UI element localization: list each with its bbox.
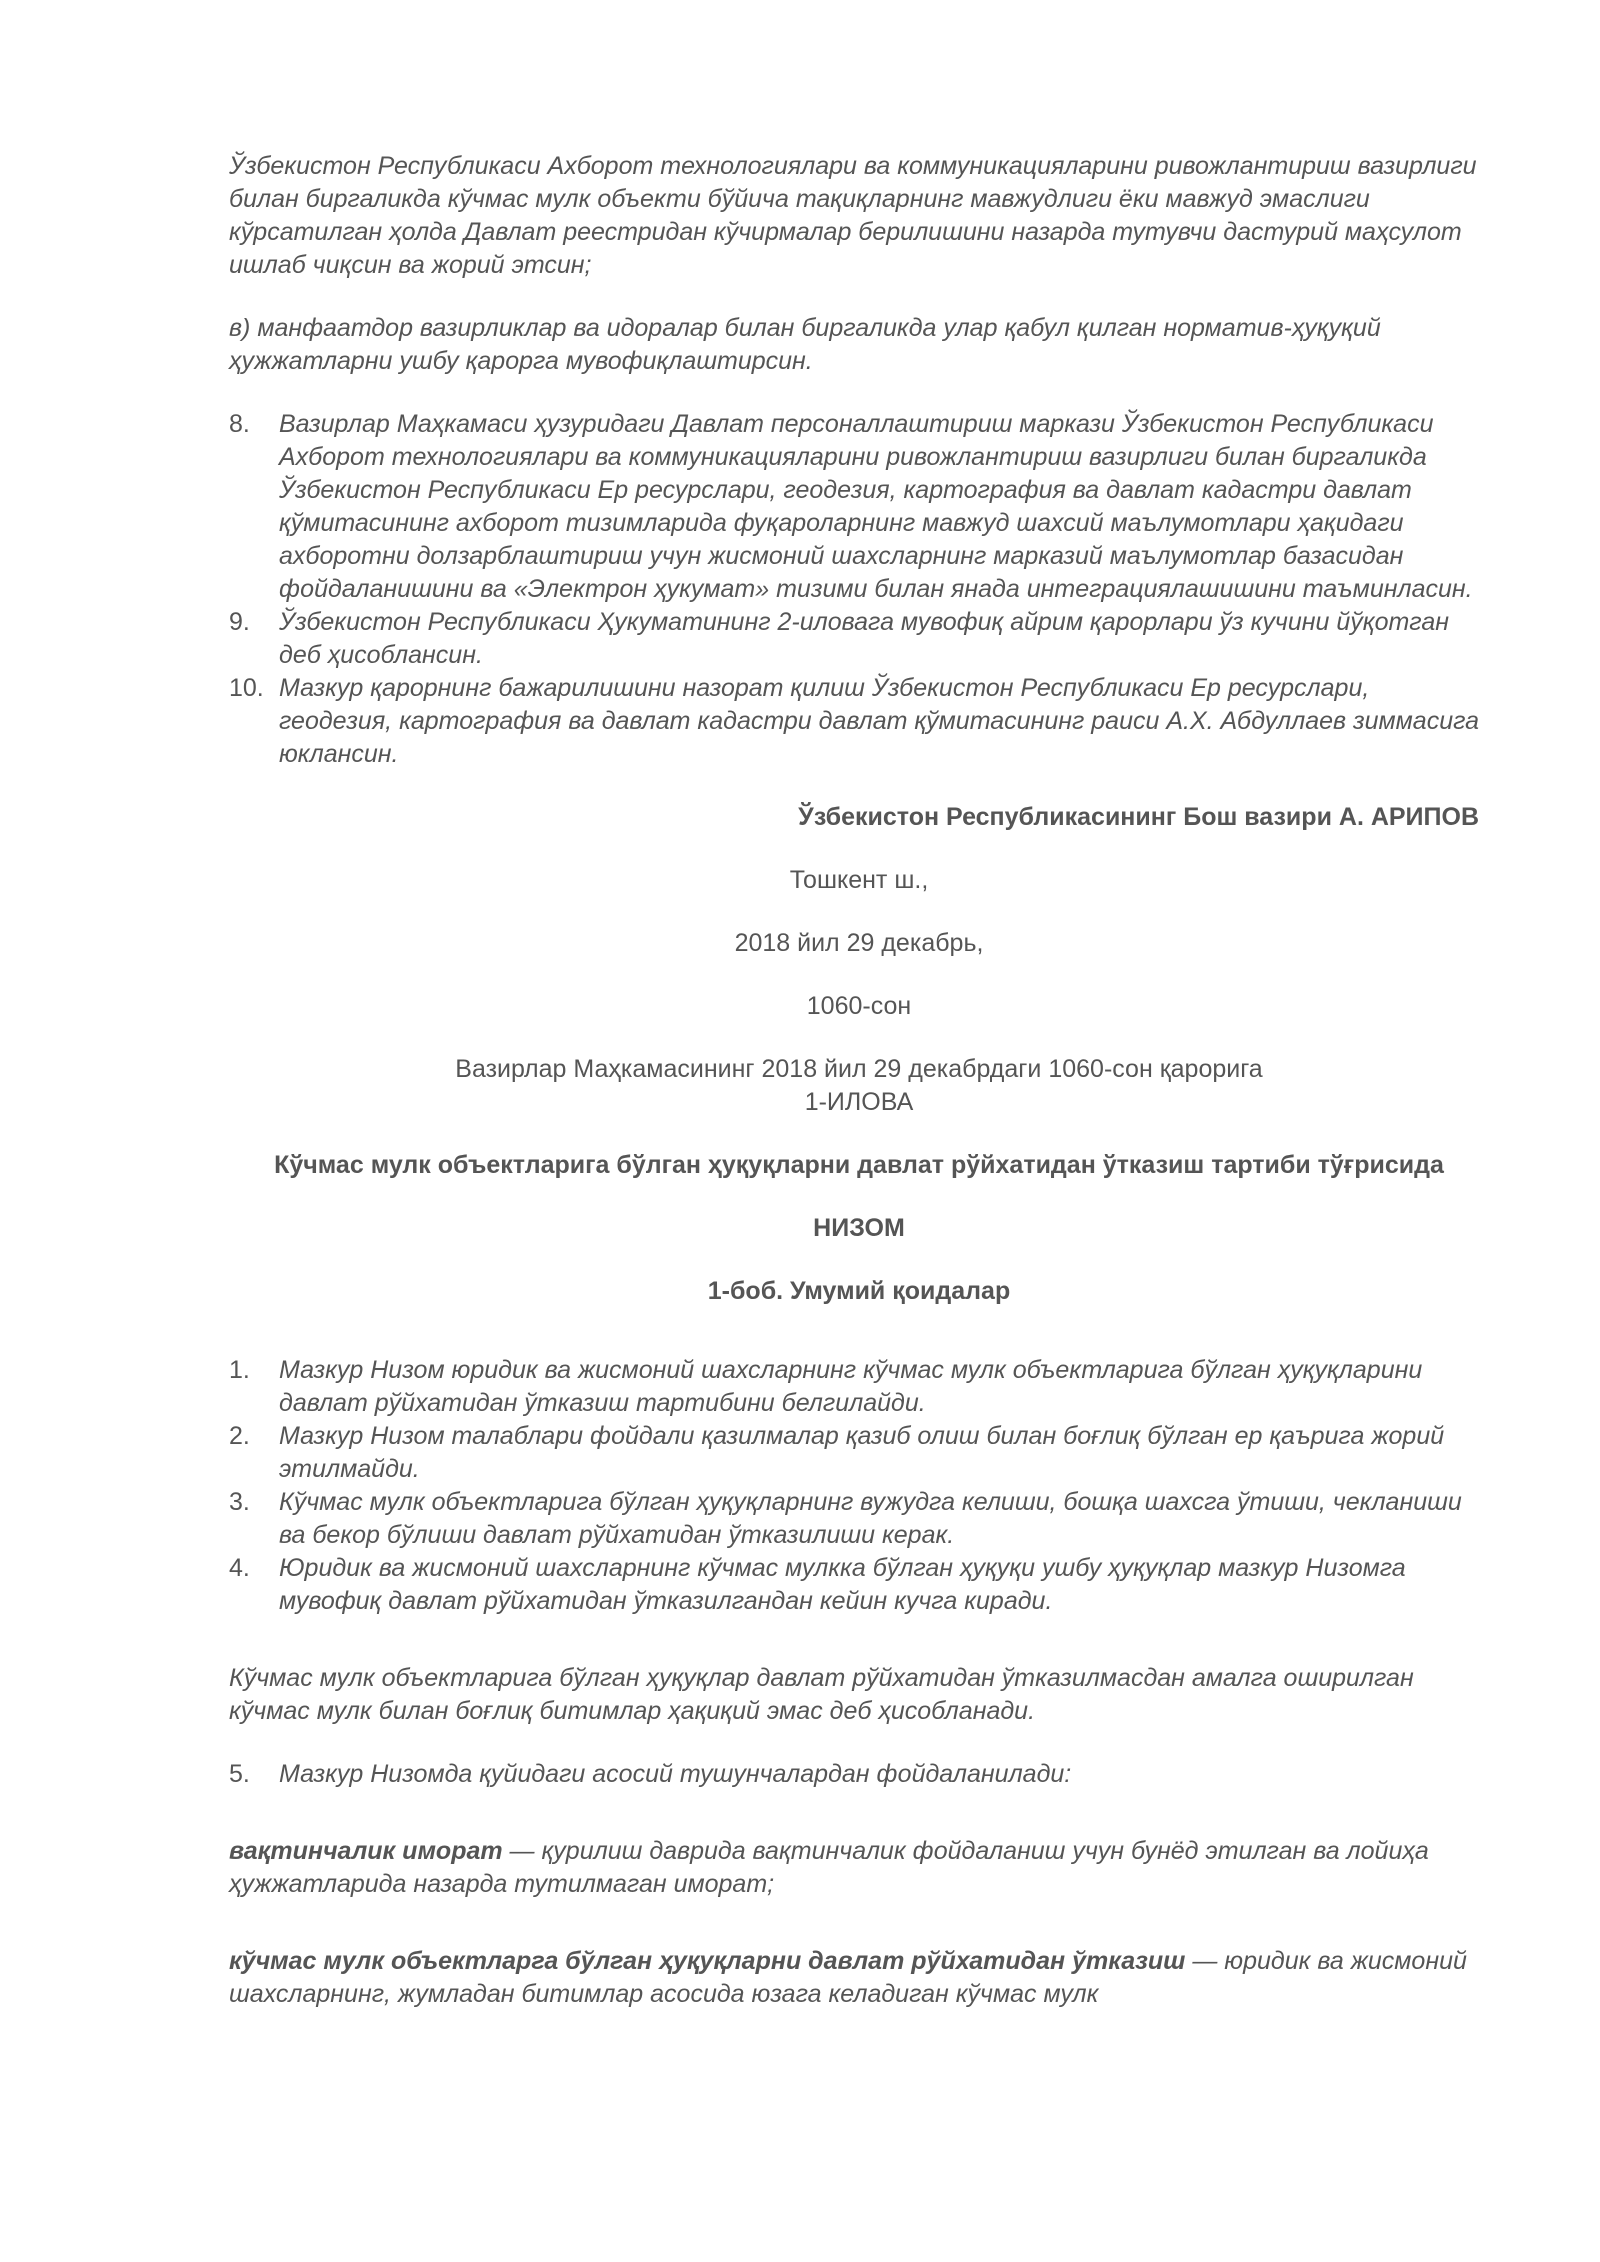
numbered-list-final-provisions — [229, 408, 1489, 771]
list-item-number: 1. — [229, 1356, 250, 1384]
list-item-text: Мазкур Низом талаблари фойдали қазилмалар қазиб олиш билан боғлиқ бўлган ер қаърига жорий этилмайди. — [279, 1422, 1445, 1483]
list-item-number: 5. — [229, 1760, 250, 1788]
definition-state-registration — [229, 1945, 1489, 2011]
definition-temporary-building — [229, 1835, 1489, 1901]
document-type: НИЗОМ — [813, 1214, 905, 1242]
list-item-number: 8. — [229, 410, 250, 438]
intro-paragraph: Ўзбекистон Республикаси Ахборот технологиялари ва коммуникацияларини ривожлантириш вазирлиги билан биргаликда кўчмас мулк объекти бўйича тақиқларнинг мавжудлиги ёки мавжуд эмаслиги кўрсатилган ҳолда Давлат реестридан кўчирмалар берилишини назарда тутувчи дастурий маҳсулот ишлаб чиқсин ва жорий этсин; — [229, 152, 1477, 279]
list-item-text: Юридик ва жисмоний шахсларнинг кўчмас мулкка бўлган ҳуқуқи ушбу ҳуқуқлар мазкур Низомга мувофиқ давлат рўйхатидан ўтказилгандан кейин кучга киради. — [279, 1554, 1406, 1615]
definition-text: — юридик ва жисмоний шахсларнинг, жумладан битимлар асосида юзага келадиган кўчмас мулк — [229, 1947, 1467, 2008]
document-page — [229, 150, 1489, 2011]
list-item — [229, 606, 1489, 672]
chapter-heading: 1-боб. Умумий қоидалар — [707, 1277, 1011, 1305]
place: Тошкент ш., — [789, 866, 929, 894]
list-item-text: Мазкур қарорнинг бажарилишини назорат қилиш Ўзбекистон Республикаси Ер ресурслари, геодезия, картография ва давлат кадастри давлат қўмитасининг раиси А.Х. Абдуллаев зиммасига юклансин. — [279, 674, 1480, 768]
list-item-number: 4. — [229, 1554, 250, 1582]
list-item — [229, 1420, 1489, 1486]
list-item — [229, 408, 1489, 606]
list-item-number: 10. — [229, 674, 264, 702]
list-item-text: Мазкур Низомда қуйидаги асосий тушунчалардан фойдаланилади: — [279, 1760, 1072, 1788]
list-item — [229, 1354, 1489, 1420]
list-item-text: Вазирлар Маҳкамаси ҳузуридаги Давлат персоналлаштириш маркази Ўзбекистон Республикаси Ахборот технологиялари ва коммуникацияларини ривожлантириш вазирлиги билан биргаликда Ўзбекистон Республикаси Ер ресурслари, геодезия, картография ва давлат кадастри давлат қўмитасининг ахборот тизимларида фуқароларнинг мавжуд шахсий маълумотлари ҳақидаги ахборотни долзарблаштириш учун жисмоний шахсларнинг марказий маълумотлар базасидан фойдаланишини ва «Электрон ҳукумат» тизими билан янада интеграциялашишини таъминласин. — [279, 410, 1473, 603]
list-item-text: Кўчмас мулк объектларига бўлган ҳуқуқларнинг вужудга келиши, бошқа шахсга ўтиши, чекланиши ва бекор бўлиши давлат рўйхатидан ўтказилиши керак. — [279, 1488, 1462, 1549]
list-item-number: 3. — [229, 1488, 250, 1516]
document-title: Кўчмас мулк объектларига бўлган ҳуқуқларни давлат рўйхатидан ўтказиш тартиби тўғрисида — [274, 1151, 1444, 1179]
list-item-number: 9. — [229, 608, 250, 636]
decree-number: 1060-сон — [806, 992, 912, 1020]
numbered-list-definitions — [229, 1758, 1489, 1791]
list-item-number: 2. — [229, 1422, 250, 1450]
definition-term: кўчмас мулк объектларга бўлган ҳуқуқларни давлат рўйхатидан ўтказиш — [229, 1947, 1186, 1975]
list-item — [229, 672, 1489, 771]
list-item — [229, 1486, 1489, 1552]
intro-paragraph-v: в) манфаатдор вазирликлар ва идоралар билан биргаликда улар қабул қилган норматив-ҳуқуқий ҳужжатларни ушбу қарорга мувофиқлаштирсин. — [229, 314, 1381, 375]
date: 2018 йил 29 декабрь, — [734, 929, 984, 957]
annex-reference: Вазирлар Маҳкамасининг 2018 йил 29 декабрдаги 1060-сон қарорига — [455, 1055, 1263, 1083]
list-item — [229, 1758, 1489, 1791]
signature: Ўзбекистон Республикасининг Бош вазири А. АРИПОВ — [798, 803, 1479, 831]
note-paragraph: Кўчмас мулк объектларига бўлган ҳуқуқлар давлат рўйхатидан ўтказилмасдан амалга оширилган кўчмас мулк билан боғлиқ битимлар ҳақиқий эмас деб ҳисобланади. — [229, 1664, 1414, 1725]
list-item — [229, 1552, 1489, 1618]
annex-label: 1-ИЛОВА — [804, 1088, 914, 1116]
list-item-text: Ўзбекистон Республикаси Ҳукуматининг 2-иловага мувофиқ айрим қарорлари ўз кучини йўқотган деб ҳисоблансин. — [279, 608, 1450, 669]
definition-term: вақтинчалик иморат — [229, 1837, 503, 1865]
list-item-text: Мазкур Низом юридик ва жисмоний шахсларнинг кўчмас мулк объектларига бўлган ҳуқуқларини давлат рўйхатидан ўтказиш тартибини белгилайди. — [279, 1356, 1423, 1417]
numbered-list-general-provisions — [229, 1354, 1489, 1618]
definition-text: — қурилиш даврида вақтинчалик фойдаланиш учун бунёд этилган ва лойиҳа ҳужжатларида назарда тутилмаган иморат; — [229, 1837, 1429, 1898]
